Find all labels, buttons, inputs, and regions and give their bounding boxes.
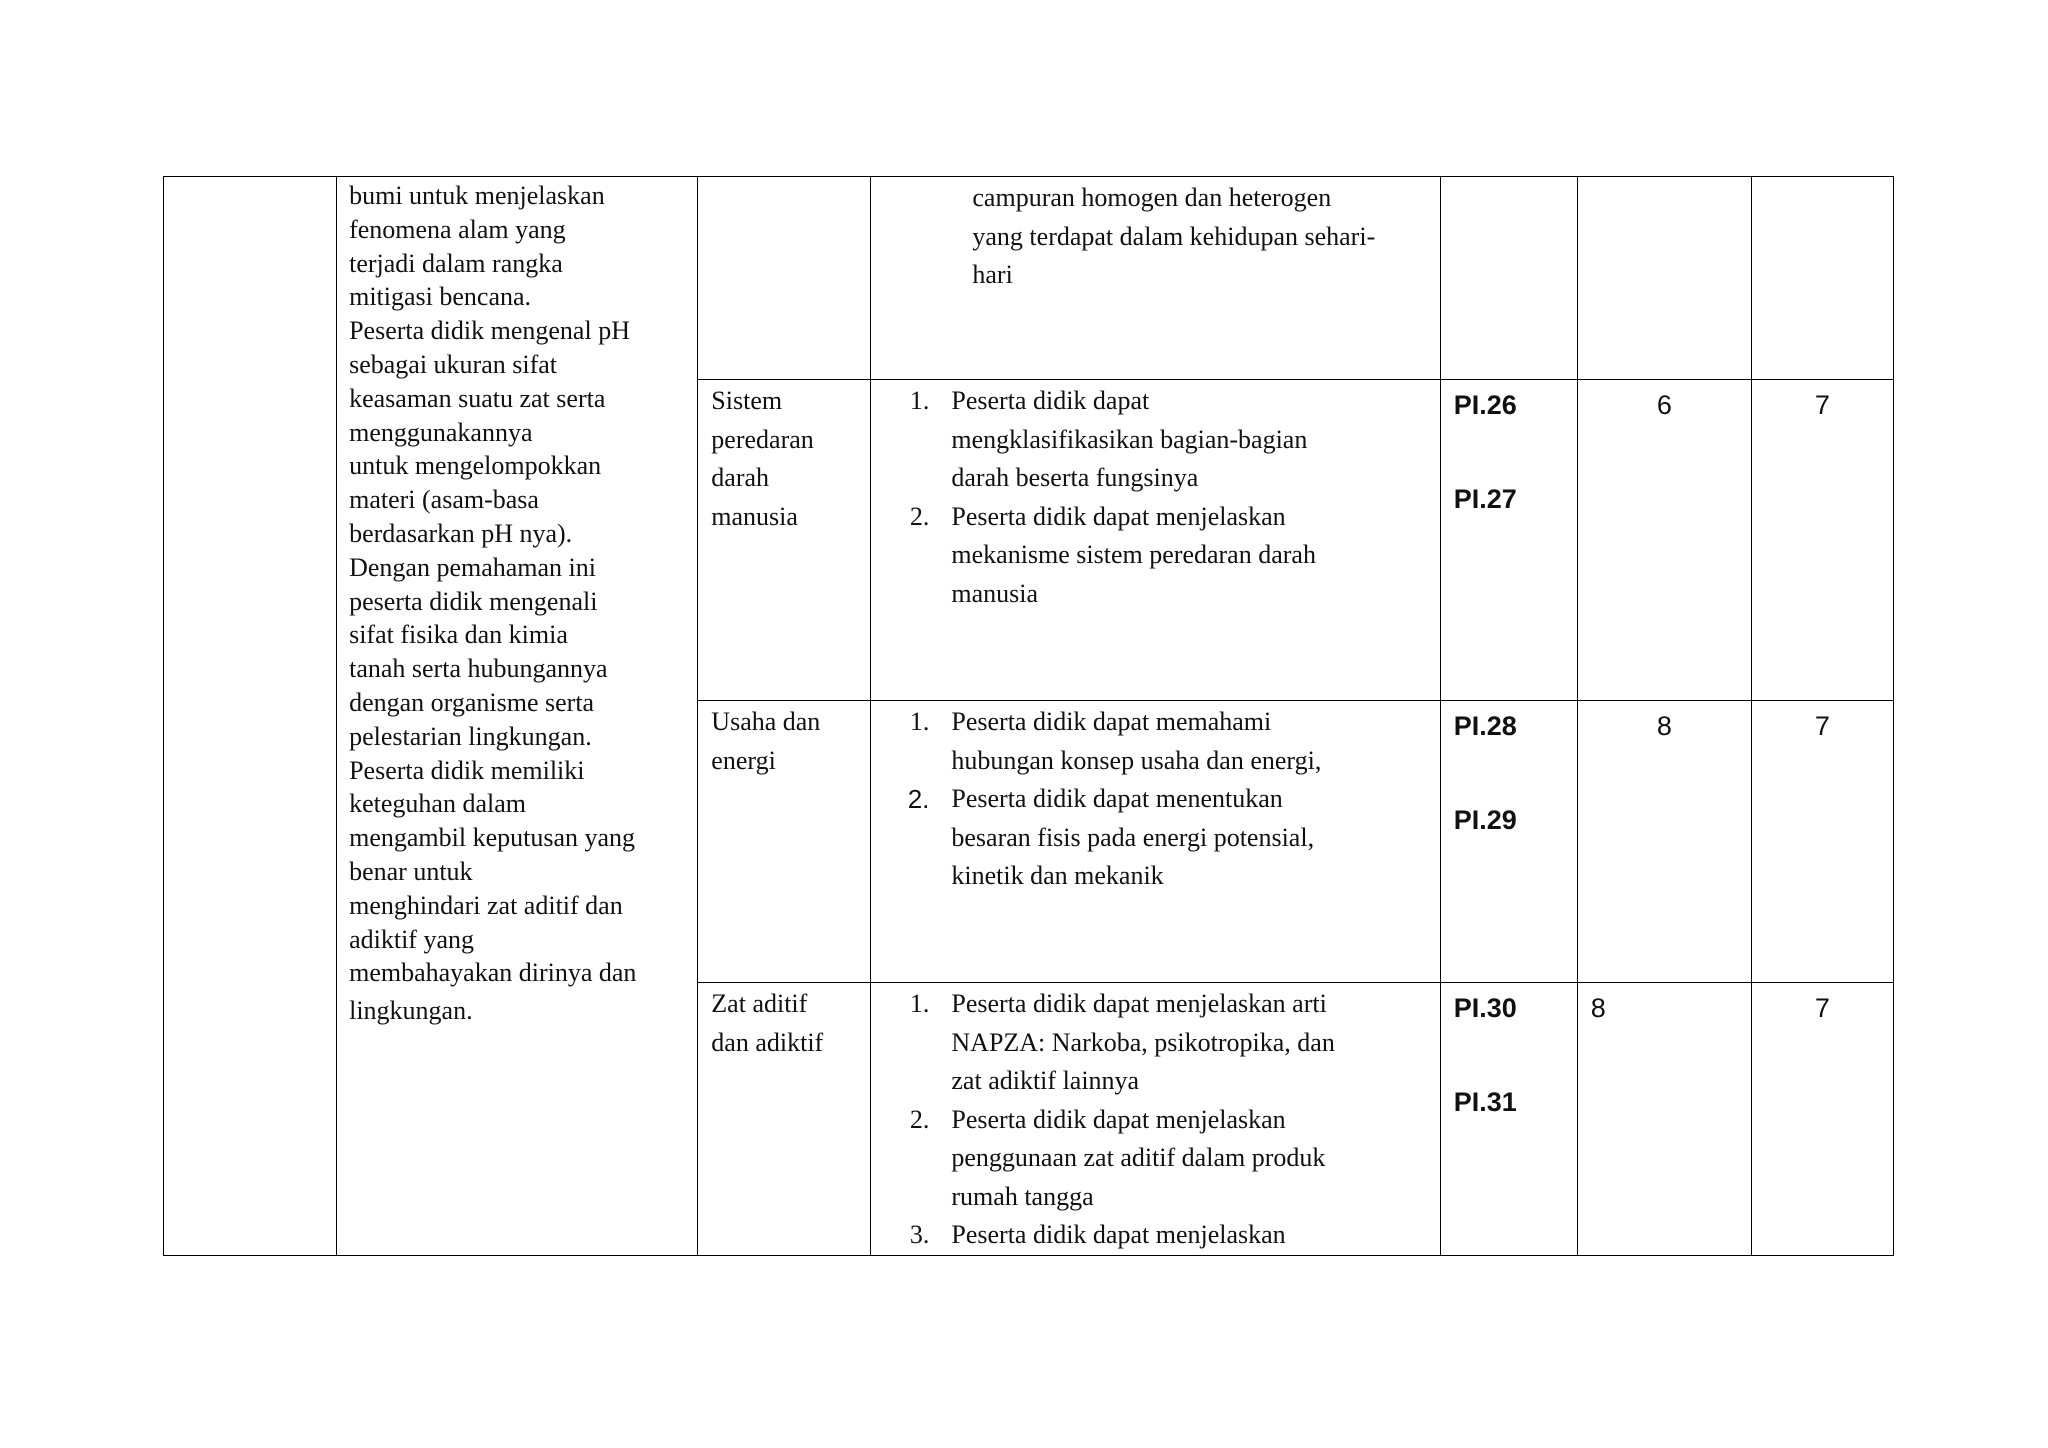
text-line: menghindari zat aditif dan <box>349 890 623 920</box>
list-item <box>871 498 1431 614</box>
indicator-line: mengklasifikasikan bagian-bagian <box>951 424 1308 454</box>
text-line: sifat fisika dan kimia <box>349 620 568 650</box>
indicator-code <box>1454 1025 1577 1059</box>
text-line: terjadi dalam rangka <box>349 248 563 278</box>
topic-line: Zat aditif <box>711 989 808 1018</box>
indicator-line: Peserta didik dapat menjelaskan <box>951 501 1286 531</box>
list-item <box>871 1101 1431 1217</box>
topic-line: darah <box>711 463 770 492</box>
indicator-line: zat adiktif lainnya <box>951 1066 1140 1095</box>
topic-line: manusia <box>711 501 798 531</box>
text-line: tanah serta hubungannya <box>349 654 608 684</box>
text-line: menggunakannya <box>349 417 533 447</box>
indicator-line: Peserta didik dapat memahami <box>951 707 1272 736</box>
text-line: Peserta didik mengenal pH <box>349 316 630 346</box>
list-number: 1. <box>909 989 930 1018</box>
list-number: 2. <box>907 784 930 814</box>
indicator-code <box>1454 1059 1577 1085</box>
indicator-code: PI.30 <box>1453 993 1517 1023</box>
indicator-line: Peserta didik dapat <box>951 386 1150 415</box>
topic-line: energi <box>711 745 776 775</box>
topic-cell <box>698 177 871 380</box>
list-number: 2. <box>909 501 930 531</box>
code-cell <box>1440 701 1577 983</box>
learning-outcome-cell <box>337 177 698 1256</box>
indicator-line: Peserta didik dapat menentukan <box>951 784 1283 813</box>
text-line: Peserta didik memiliki <box>349 755 585 785</box>
indicator-code <box>1454 743 1577 777</box>
level-cell <box>1751 177 1893 380</box>
text-line: berdasarkan pH nya). <box>349 518 573 548</box>
indicator-line: darah beserta fungsinya <box>951 463 1199 492</box>
indicator-cell <box>871 177 1440 380</box>
indicator-cell <box>871 983 1440 1256</box>
level-cell: 7 <box>1751 380 1893 701</box>
indicator-line: hari <box>972 260 1013 289</box>
text-line: dengan organisme serta <box>349 687 595 717</box>
indicator-line: penggunaan zat aditif dalam produk <box>951 1143 1326 1172</box>
text-line: pelestarian lingkungan. <box>349 721 592 751</box>
code-cell <box>1440 983 1577 1256</box>
topic-line: Sistem <box>711 386 783 415</box>
topic-line: peredaran <box>711 424 814 454</box>
text-line: lingkungan. <box>349 996 473 1026</box>
indicator-code: PI.29 <box>1453 805 1517 835</box>
indicator-line: NAPZA: Narkoba, psikotropika, dan <box>951 1027 1335 1057</box>
indicator-line: rumah tangga <box>951 1181 1094 1211</box>
text-line: membahayakan dirinya dan <box>349 958 637 988</box>
text-line: adiktif yang <box>349 924 475 954</box>
indicator-code <box>1454 456 1577 482</box>
list-number: 3. <box>909 1220 930 1249</box>
indicator-line: besaran fisis pada energi potensial, <box>951 822 1315 852</box>
count-cell <box>1577 177 1751 380</box>
topic-cell <box>698 701 871 983</box>
indicator-cell <box>871 380 1440 701</box>
list-number: 1. <box>909 707 930 736</box>
list-item <box>871 780 1431 896</box>
indicator-line: yang terdapat dalam kehidupan sehari- <box>972 221 1376 251</box>
indicator-code: PI.26 <box>1453 390 1517 420</box>
table-row <box>164 177 1894 380</box>
indicator-line: hubungan konsep usaha dan energi, <box>951 745 1322 775</box>
indicator-line: campuran homogen dan heterogen <box>972 183 1332 212</box>
empty-cell <box>164 177 337 1256</box>
indicator-code <box>1454 422 1577 456</box>
text-line: mengambil keputusan yang <box>349 823 636 853</box>
indicator-line: mekanisme sistem peredaran darah <box>951 540 1316 569</box>
topic-cell <box>698 983 871 1256</box>
list-number: 2. <box>909 1104 930 1134</box>
indicator-code <box>1454 777 1577 803</box>
text-line: sebagai ukuran sifat <box>349 349 558 379</box>
code-cell <box>1440 177 1577 380</box>
curriculum-table <box>163 176 1894 1256</box>
text-line: untuk mengelompokkan <box>349 451 602 481</box>
level-cell: 7 <box>1751 983 1893 1256</box>
list-item <box>871 703 1431 780</box>
topic-line: Usaha dan <box>711 707 821 736</box>
text-line: mitigasi bencana. <box>349 282 532 312</box>
indicator-line: Peserta didik dapat menjelaskan arti <box>951 989 1327 1018</box>
text-line: benar untuk <box>349 856 473 886</box>
indicator-code: PI.27 <box>1453 484 1517 514</box>
level-cell: 7 <box>1751 701 1893 983</box>
list-item <box>871 382 1431 498</box>
text-line: keteguhan dalam <box>349 789 526 819</box>
topic-line: dan adiktif <box>711 1027 824 1057</box>
list-number: 1. <box>909 386 930 415</box>
text-line: keasaman suatu zat serta <box>349 383 606 413</box>
list-item <box>871 1216 1431 1255</box>
count-cell: 8 <box>1577 983 1751 1256</box>
count-cell: 6 <box>1577 380 1751 701</box>
count-cell: 8 <box>1577 701 1751 983</box>
indicator-line: kinetik dan mekanik <box>951 861 1164 890</box>
indicator-line: Peserta didik dapat menjelaskan <box>951 1220 1286 1249</box>
indicator-cell <box>871 701 1440 983</box>
text-line: bumi untuk menjelaskan <box>349 181 605 210</box>
text-line: materi (asam-basa <box>349 485 539 515</box>
text-line: Dengan pemahaman ini <box>349 552 597 582</box>
list-item <box>871 985 1431 1101</box>
indicator-code: PI.31 <box>1453 1087 1517 1117</box>
text-line: peserta didik mengenali <box>349 586 598 616</box>
indicator-line: Peserta didik dapat menjelaskan <box>951 1104 1286 1134</box>
indicator-code: PI.28 <box>1453 711 1517 741</box>
text-line: fenomena alam yang <box>349 214 566 244</box>
indicator-line: manusia <box>951 578 1039 608</box>
topic-cell <box>698 380 871 701</box>
code-cell <box>1440 380 1577 701</box>
